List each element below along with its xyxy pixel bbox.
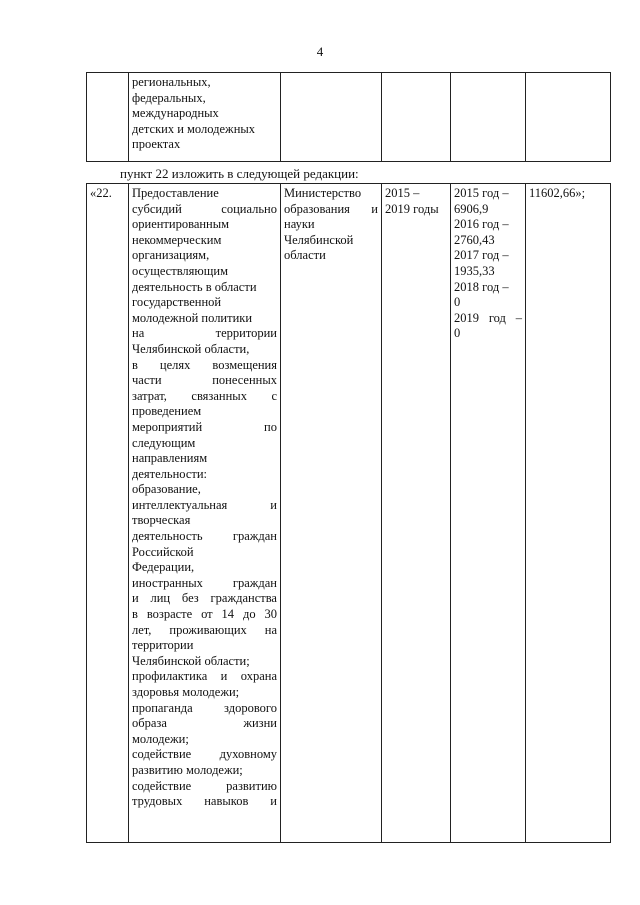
- text-line: региональных,: [132, 75, 211, 89]
- text-line: Федерации,: [132, 560, 195, 575]
- text-line: 2018 год –: [454, 279, 509, 294]
- text-line: ориентированным: [132, 217, 230, 232]
- table-row: [87, 73, 611, 162]
- text-line: области: [284, 248, 326, 263]
- text-line: Челябинской области,: [132, 341, 250, 356]
- cell-description: [129, 73, 281, 162]
- text-line: на территории: [132, 326, 277, 341]
- text-line: 2019 год –: [454, 310, 522, 325]
- previous-row-table: [86, 72, 611, 162]
- cell-description: [129, 184, 281, 843]
- text-line: образа жизни: [132, 716, 277, 731]
- text-line: территории: [132, 638, 194, 653]
- text-line: Предоставление: [132, 186, 219, 200]
- text-line: деятельность граждан: [132, 529, 277, 544]
- cell-funding: [451, 73, 526, 162]
- text-line: содействие духовному: [132, 747, 277, 762]
- text-line: некоммерческим: [132, 232, 222, 247]
- text-line: образование,: [132, 482, 201, 497]
- text-line: и лиц без гражданства: [132, 591, 277, 606]
- cell-executor: [281, 73, 382, 162]
- text-line: субсидий социально: [132, 201, 277, 216]
- cell-funding: [451, 184, 526, 843]
- text-line: 2017 год –: [454, 248, 509, 263]
- text-line: направлениям: [132, 451, 208, 466]
- cell-number: [87, 73, 129, 162]
- text-line: федеральных,: [132, 90, 206, 105]
- text-line: государственной: [132, 295, 222, 310]
- text-line: 2760,43: [454, 232, 495, 247]
- text-line: деятельность в области: [132, 279, 257, 294]
- cell-total: 11602,66»;: [526, 184, 611, 843]
- text-line: 2015 год –: [454, 186, 509, 200]
- text-line: 1935,33: [454, 263, 495, 278]
- text-line: образования и: [284, 201, 378, 216]
- text-line: содействие развитию: [132, 778, 277, 793]
- text-line: Челябинской области;: [132, 653, 250, 668]
- text-line: профилактика и охрана: [132, 669, 277, 684]
- table-row: [87, 184, 611, 843]
- text-line: науки: [284, 217, 315, 232]
- text-line: проектах: [132, 137, 181, 152]
- text-line: осуществляющим: [132, 263, 228, 278]
- text-line: развитию молодежи;: [132, 762, 243, 777]
- text-line: 6906,9: [454, 201, 489, 216]
- text-line: части понесенных: [132, 373, 277, 388]
- cell-period: [382, 184, 451, 843]
- text-line: пропаганда здорового: [132, 700, 277, 715]
- text-line: детских и молодежных: [132, 121, 256, 136]
- text-line: 0: [454, 326, 461, 341]
- text-line: трудовых навыков и: [132, 794, 277, 809]
- page-number: 4: [316, 44, 324, 59]
- amendment-instruction: пункт 22 изложить в следующей редакции:: [120, 166, 359, 181]
- text-line: в возрасте от 14 до 30: [132, 607, 277, 622]
- text-line: деятельности:: [132, 466, 208, 481]
- main-row-table: [86, 183, 611, 843]
- text-line: здоровья молодежи;: [132, 685, 240, 699]
- text-line: молодежи;: [132, 731, 189, 746]
- text-line: 2015 –: [385, 186, 420, 200]
- text-line: молодежной политики: [132, 310, 253, 325]
- text-line: лет, проживающих на: [132, 622, 277, 637]
- text-line: 2019 годы: [385, 201, 439, 216]
- text-line: 0: [454, 295, 461, 310]
- text-line: Российской: [132, 544, 194, 559]
- text-line: Челябинской: [284, 232, 354, 247]
- text-line: интеллектуальная и: [132, 497, 277, 512]
- cell-period: [382, 73, 451, 162]
- cell-number: «22.: [87, 184, 129, 843]
- text-line: международных: [132, 106, 219, 121]
- text-line: творческая: [132, 513, 191, 528]
- text-line: мероприятий по: [132, 419, 277, 434]
- text-line: следующим: [132, 435, 196, 450]
- text-line: иностранных граждан: [132, 575, 277, 590]
- text-line: проведением: [132, 404, 202, 419]
- text-line: Министерство: [284, 186, 362, 200]
- cell-executor: [281, 184, 382, 843]
- text-line: в целях возмещения: [132, 357, 277, 372]
- cell-total: [526, 73, 611, 162]
- text-line: 2016 год –: [454, 217, 509, 232]
- text-line: затрат, связанных с: [132, 388, 277, 403]
- text-line: организациям,: [132, 248, 210, 263]
